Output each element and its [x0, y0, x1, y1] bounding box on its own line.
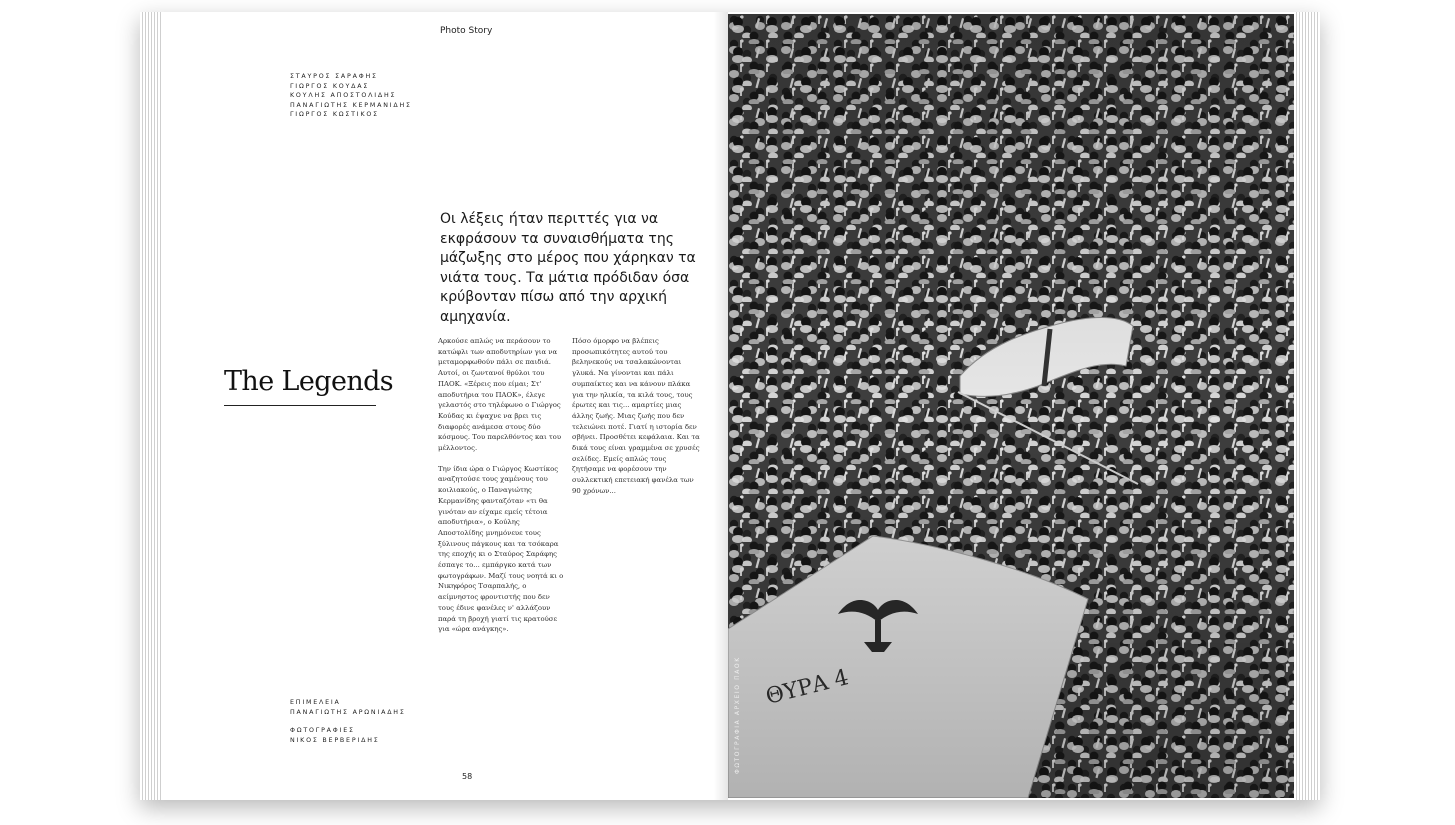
- credit-spacer: [290, 717, 406, 726]
- name-item: ΣΤΑΥΡΟΣ ΣΑΡΑΦΗΣ: [290, 73, 378, 80]
- name-item: ΓΙΩΡΓΟΣ ΚΩΣΤΙΚΟΣ: [290, 111, 379, 118]
- names-list: [290, 72, 412, 120]
- name-item: ΠΑΝΑΓΙΩΤΗΣ ΚΕΡΜΑΝΙΔΗΣ: [290, 101, 412, 109]
- credit-role: ΦΩΤΟΓΡΑΦΙΕΣ: [290, 727, 355, 734]
- photo-credit-vertical: ΦΩΤΟΓΡΑΦΙΑ ΑΡΧΕΙΟ ΠΑΟΚ: [734, 656, 741, 774]
- magazine-spread: [140, 12, 1320, 800]
- body-column-1: [438, 336, 566, 645]
- section-label: Photo Story: [440, 26, 493, 36]
- lead-paragraph: Οι λέξεις ήταν περιττές για να εκφράσουν τα συναισθήματα της μάζωξης στο μέρος που χάρηκαν τα νιάτα τους. Τα μάτια πρόδιδαν όσα κρύβονταν πίσω από την αρχική αμηχανία.: [440, 211, 696, 325]
- credits-list: [290, 698, 406, 745]
- body-paragraph: Πόσο όμορφο να βλέπεις προσωπικότητες αυτού του βεληνεκούς να τσαλακώνονται γλυκά. Να γίνονται και πάλι συμπαίκτες και να κάνουν πλάκα για την ηλικία, τα κιλά τους, τους έρωτες και τις... αμαρτίες μιας άλλης ζωής. Μιας ζωής που δεν τελειώνει ποτέ. Γιατί η ιστορία δεν σβήνει. Προσθέτει κεφάλαια. Και τα δικά τους είναι γραμμένα σε χρυσές σελίδες. Εμείς απλώς τους ζητήσαμε να φορέσουν την συλλεκτική επετειακή φανέλα των 90 χρόνων...: [572, 337, 700, 495]
- left-page: [162, 12, 728, 800]
- crowd-photo: [728, 14, 1294, 798]
- credit-name: ΠΑΝΑΓΙΩΤΗΣ ΑΡΩΝΙΑΔΗΣ: [290, 708, 406, 716]
- page-edges-left: [140, 12, 162, 800]
- page-edges-right: [1294, 12, 1320, 800]
- name-item: ΓΙΩΡΓΟΣ ΚΟΥΔΑΣ: [290, 82, 370, 90]
- credit-name: ΝΙΚΟΣ ΒΕΡΒΕΡΙΔΗΣ: [290, 736, 380, 744]
- title-underline: [224, 405, 376, 406]
- body-paragraph: Την ίδια ώρα ο Γιώργος Κωστίκος αναζητούσε τους χαμένους του κοιλιακούς, ο Παναγιώτης Κερμανίδης φανταζόταν «τι θα γινόταν αν είχαμε εμείς τέτοια αποδυτήρια», ο Κούλης Αποστολίδης μνημόνευε τους ξύλινους πάγκους και τα τσόκαρα της εποχής κι ο Σταύρος Σαράφης έσπαγε το... εμπάργκο κατά των φωτογράφων. Μαζί τους νοητά κι ο Νικηφόρος Τσαρπαλής, ο αείμνηστος φροντιστής που δεν τους έδινε φανέλες ν' αλλάζουν παρά τη βροχή γιατί τις κρατούσε για «ώρα ανάγκης».: [438, 464, 564, 634]
- credit-role: ΕΠΙΜΕΛΕΙΑ: [290, 699, 341, 706]
- body-paragraph: Αρκούσε απλώς να περάσουν το κατώφλι των αποδυτηρίων για να μεταμορφωθούν πάλι σε παιδιά. Αυτοί, οι ζωντανοί θρύλοι του ΠΑΟΚ. «Ξέρεις που είμαι; Στ' αποδυτήρια του ΠΑΟΚ», έλεγε γελαστός στο τηλέφωνο ο Γιώργος Κούδας κι έψαχνε να βρει τις διαφορές ανάμεσα στους δύο κόσμους. Του παρελθόντος και του μέλλοντος.: [438, 337, 562, 453]
- page-number: 58: [462, 772, 473, 781]
- article-title: The Legends: [224, 366, 394, 397]
- spine-shadow: [714, 12, 728, 800]
- crowd-photo-illustration: [728, 14, 1294, 798]
- name-item: ΚΟΥΛΗΣ ΑΠΟΣΤΟΛΙΔΗΣ: [290, 92, 397, 99]
- body-column-2: [572, 336, 700, 507]
